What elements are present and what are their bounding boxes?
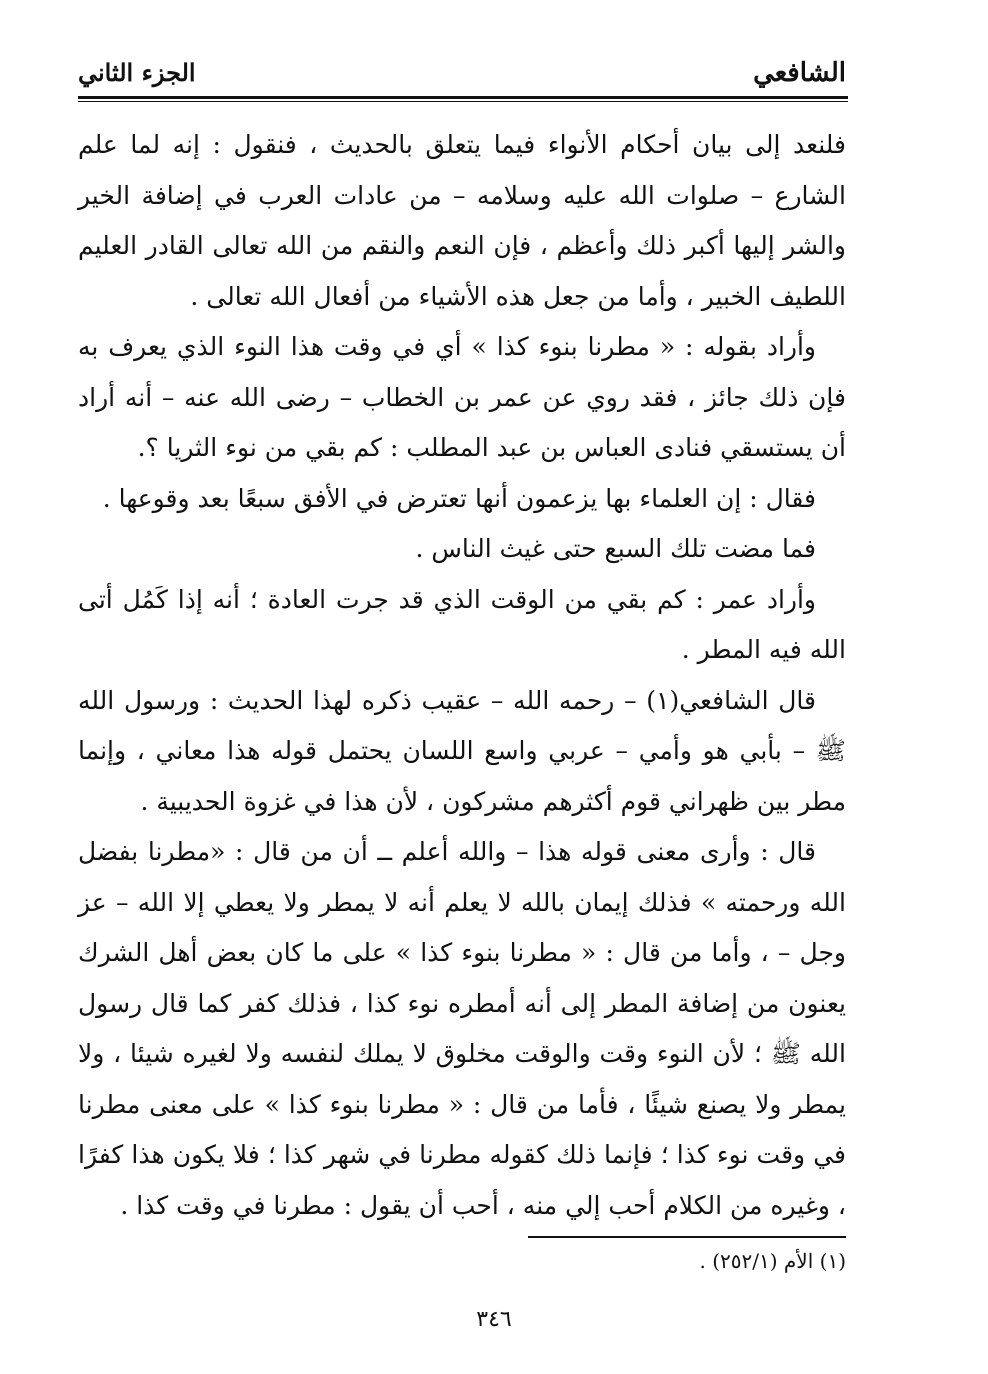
paragraph-2: وأراد بقوله : « مطرنا بنوء كذا » أي في وقت هذا النوء الذي يعرف به فإن ذلك جائز ، فقد روي عن عمر بن الخطاب – رضى الله عنه – أنه أراد أن يستسقي فنادى العباس بن عبد المطلب : كم بقي من نوء الثريا ؟. (78, 332, 846, 462)
paragraph-3: فقال : إن العلماء بها يزعمون أنها تعترض في الأفق سبعًا بعد وقوعها . (102, 483, 816, 513)
footnote-rule (528, 1236, 846, 1238)
paragraph-4: فما مضت تلك السبع حتى غيث الناس . (415, 534, 816, 563)
body-text (78, 120, 846, 1231)
header-rule-thick (78, 96, 848, 99)
header-rule-thin (78, 101, 848, 102)
volume-label: الجزء الثاني (78, 58, 196, 87)
page-number: ٣٤٦ (476, 1307, 512, 1332)
paragraph-5: وأراد عمر : كم بقي من الوقت الذي قد جرت العادة ؛ أنه إذا كَمُل أتى الله فيه المطر . (78, 584, 846, 664)
footnote: (١) الأم (٢٥٢/١) . (699, 1249, 846, 1273)
paragraph-7: قال : وأرى معنى قوله هذا – والله أعلم ــ أن من قال : «مطرنا بفضل الله ورحمته » فذلك إيمان بالله لا يعلم أنه لا يمطر ولا يعطي إلا الله – عز وجل – ، وأما من قال : « مطرنا بنوء كذا » على ما كان بعض أهل الشرك يعنون من إضافة المطر إلى أنه أمطره نوء كذا ، فذلك كفر كما قال رسول الله ﷺ ؛ لأن النوء وقت والوقت مخلوق لا يملك لنفسه ولا لغيره شيئا ، ولا يمطر ولا يصنع شيئًا ، فأما من قال : « مطرنا بنوء كذا » على معنى مطرنا في وقت نوء كذا ؛ فإنما ذلك كقوله مطرنا في شهر كذا ؛ فلا يكون هذا كفرًا ، وغيره من الكلام أحب إلي منه ، أحب أن يقول : مطرنا في وقت كذا . (78, 837, 846, 1220)
running-header (78, 58, 846, 98)
paragraph-1: فلنعد إلى بيان أحكام الأنواء فيما يتعلق بالحديث ، فنقول : إنه لما علم الشارع – صلوات الله عليه وسلامه – من عادات العرب في إضافة الخير والشر إليها أكبر ذلك وأعظم ، فإن النعم والنقم من الله تعالى القادر العليم اللطيف الخبير ، وأما من جعل هذه الأشياء من أفعال الله تعالى . (78, 130, 846, 311)
book-title: الشافعي (753, 58, 846, 88)
paragraph-6: قال الشافعي(١) – رحمه الله – عقيب ذكره لهذا الحديث : ورسول الله ﷺ – بأبي هو وأمي – عربي واسع اللسان يحتمل قوله هذا معاني ، وإنما مطر بين ظهراني قوم أكثرهم مشركون ، لأن هذا في غزوة الحديبية . (78, 685, 846, 816)
